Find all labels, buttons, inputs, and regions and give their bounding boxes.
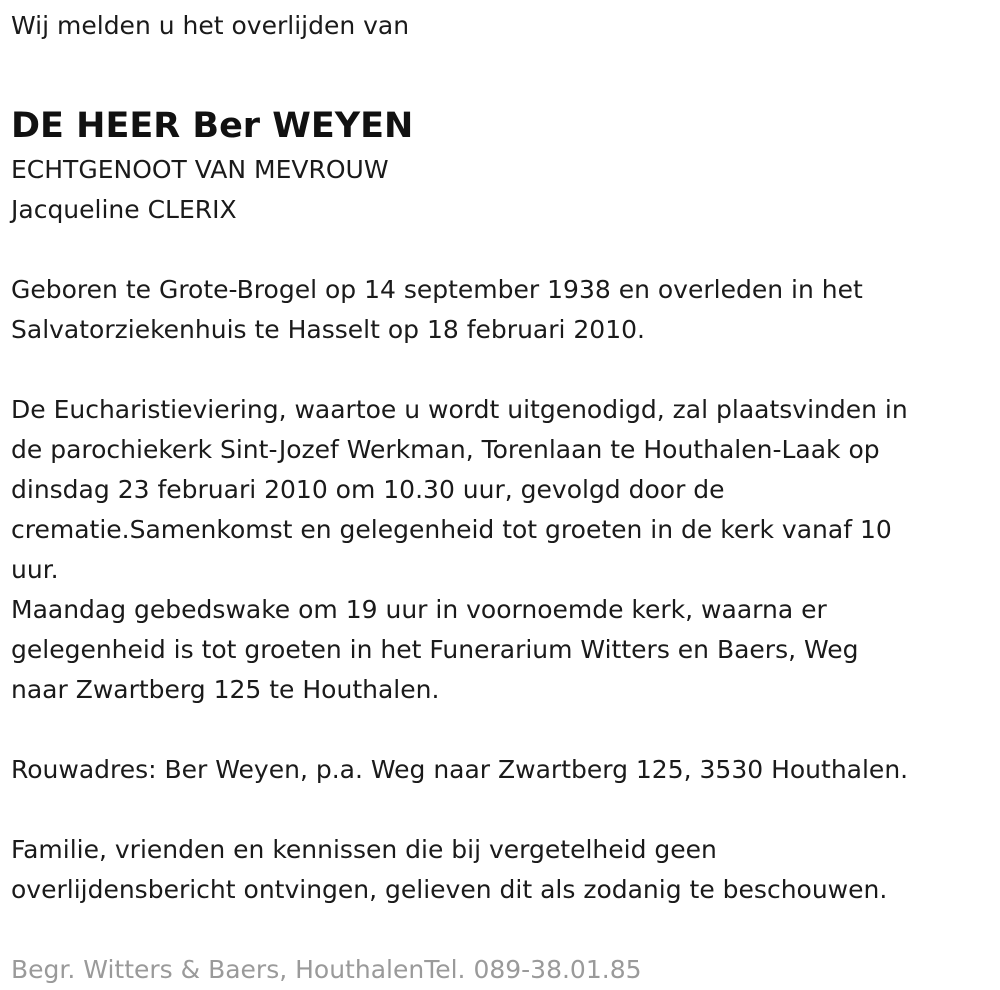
spacer xyxy=(11,910,986,950)
ceremony-paragraph xyxy=(11,390,986,590)
relation-text: ECHTGENOOT VAN MEVROUW xyxy=(11,155,389,184)
paragraph-line: dinsdag 23 februari 2010 om 10.30 uur, gevolgd door de xyxy=(11,475,725,504)
paragraph-line: Geboren te Grote-Brogel op 14 september 1938 en overleden in het xyxy=(11,275,863,304)
obituary-notice xyxy=(11,6,986,990)
vigil-paragraph xyxy=(11,590,986,710)
intro-text: Wij melden u het overlijden van xyxy=(11,11,410,40)
paragraph-line: de parochiekerk Sint-Jozef Werkman, Torenlaan te Houthalen-Laak op xyxy=(11,435,880,464)
notice-paragraph xyxy=(11,830,986,910)
undertaker-footer: Begr. Witters & Baers, HouthalenTel. 089-38.01.85 xyxy=(11,955,642,984)
paragraph-line: Familie, vrienden en kennissen die bij vergetelheid geen xyxy=(11,835,717,864)
spacer xyxy=(11,710,986,750)
paragraph-line: naar Zwartberg 125 te Houthalen. xyxy=(11,675,440,704)
paragraph-line: crematie.Samenkomst en gelegenheid tot groeten in de kerk vanaf 10 xyxy=(11,515,892,544)
paragraph-line: De Eucharistieviering, waartoe u wordt uitgenodigd, zal plaatsvinden in xyxy=(11,395,908,424)
paragraph-line: uur. xyxy=(11,555,59,584)
paragraph-line: overlijdensbericht ontvingen, gelieven dit als zodanig te beschouwen. xyxy=(11,875,888,904)
spacer xyxy=(11,790,986,830)
spacer xyxy=(11,350,986,390)
paragraph-line: Salvatorziekenhuis te Hasselt op 18 februari 2010. xyxy=(11,315,645,344)
spacer xyxy=(11,230,986,270)
mourning-address: Rouwadres: Ber Weyen, p.a. Weg naar Zwartberg 125, 3530 Houthalen. xyxy=(11,755,909,784)
deceased-name: DE HEER Ber WEYEN xyxy=(11,106,414,146)
birth-death-paragraph xyxy=(11,270,986,350)
spouse-name: Jacqueline CLERIX xyxy=(11,195,237,224)
paragraph-line: Maandag gebedswake om 19 uur in voornoemde kerk, waarna er xyxy=(11,595,827,624)
paragraph-line: gelegenheid is tot groeten in het Funerarium Witters en Baers, Weg xyxy=(11,635,859,664)
